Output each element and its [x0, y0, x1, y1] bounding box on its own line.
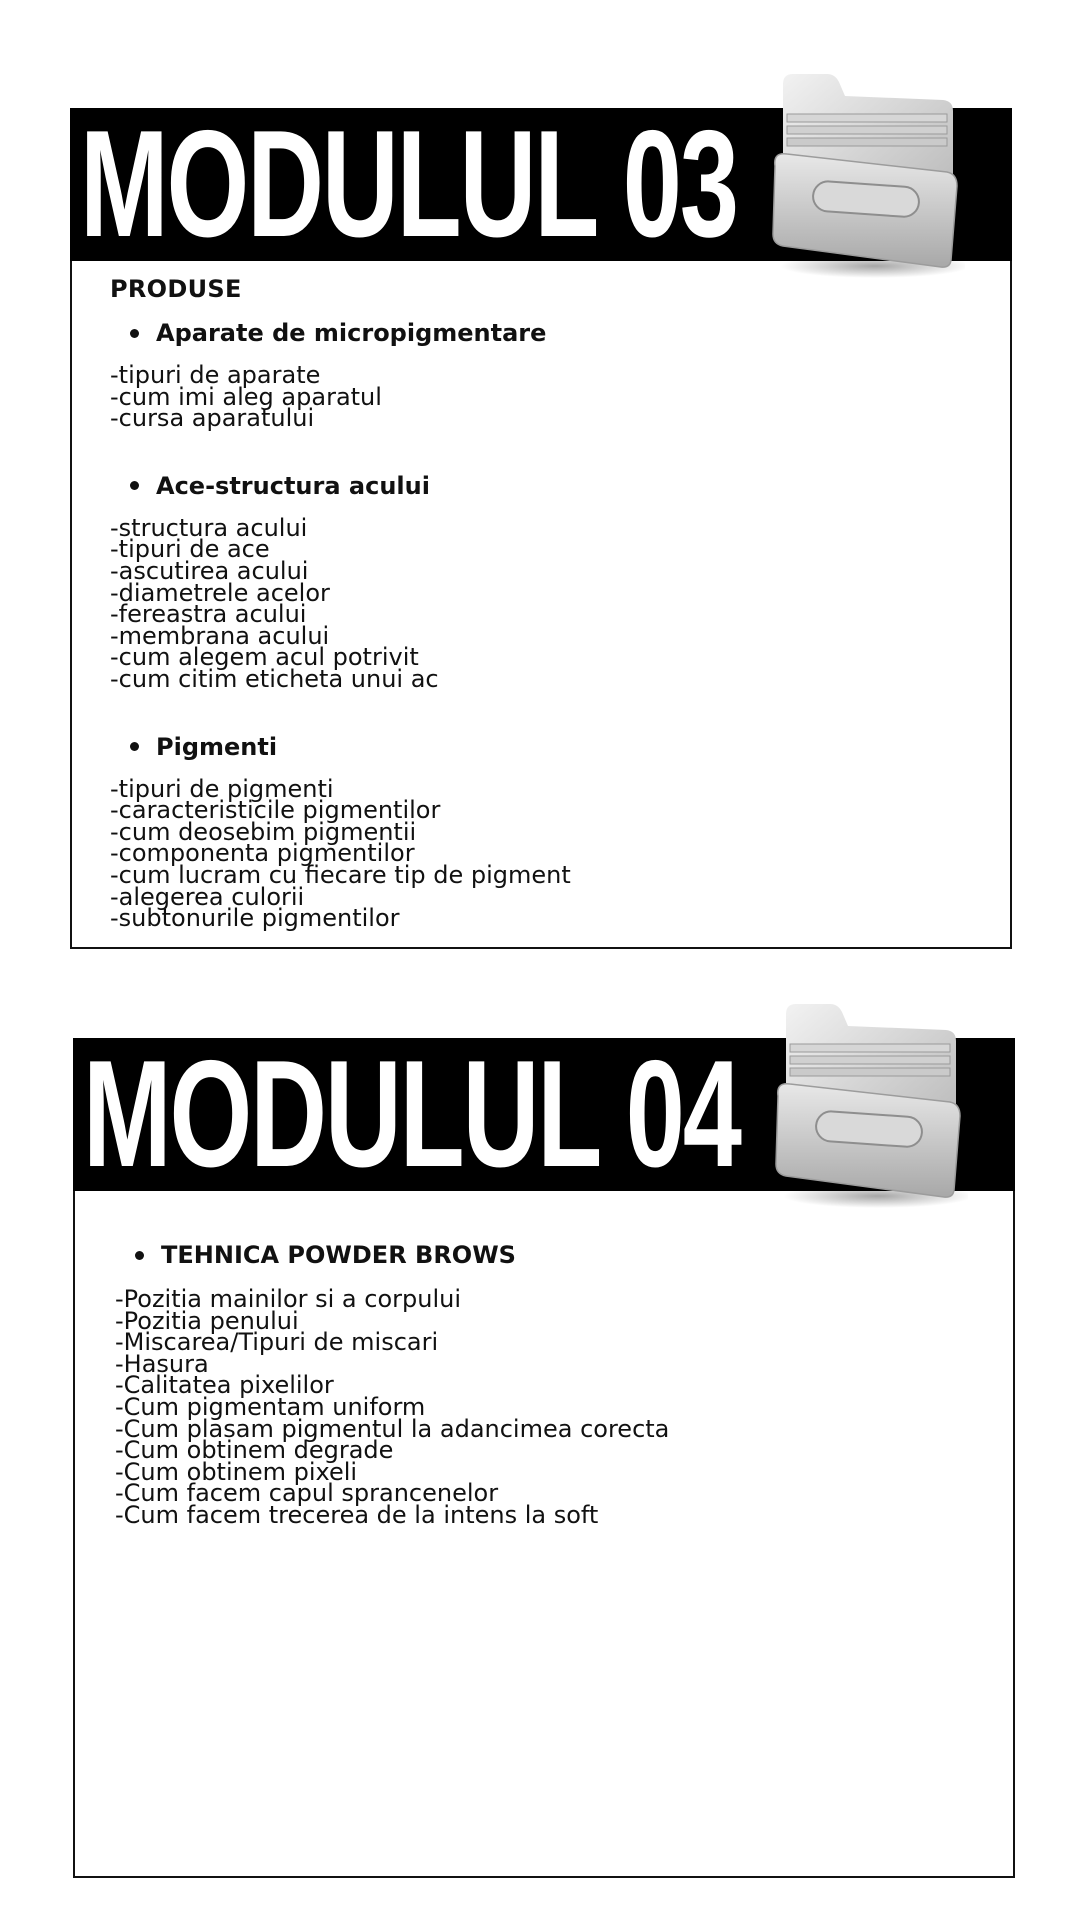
group-powder-brows: [115, 1241, 983, 1527]
list-item: -caracteristicile pigmentilor: [110, 796, 441, 825]
item-list: [110, 774, 980, 933]
module-03-card: [70, 99, 1012, 949]
list-item: -cum citim eticheta unui ac: [110, 664, 439, 693]
item-list: [110, 361, 980, 433]
list-item: -Cum obtinem degrade: [115, 1436, 394, 1465]
list-item: -membrana acului: [110, 621, 330, 650]
bullet-heading: [135, 1241, 983, 1269]
list-item: -Cum pigmentam uniform: [115, 1392, 426, 1421]
list-item: -cum imi aleg aparatul: [110, 382, 382, 411]
module-04-card: [73, 1029, 1015, 1878]
list-item: -tipuri de aparate: [110, 361, 321, 389]
bullet-dot: [130, 481, 139, 490]
bullet-dot: [130, 742, 139, 751]
list-item: -ascutirea acului: [110, 556, 309, 585]
section-heading-produse: PRODUSE: [110, 275, 242, 303]
bullet-heading: [130, 319, 980, 347]
folder-icon: [765, 70, 965, 280]
group-ace: [110, 472, 980, 691]
list-item: -alegerea culorii: [110, 882, 305, 911]
bullet-dot: [130, 329, 139, 338]
module-04-header: [73, 1029, 1015, 1199]
list-item: -cum alegem acul potrivit: [110, 643, 419, 672]
list-item: -tipuri de ace: [110, 535, 270, 564]
list-item: -Cum facem capul sprancenelor: [115, 1479, 499, 1508]
list-item: -Miscarea/Tipuri de miscari: [115, 1328, 439, 1357]
list-item: -Cum obtinem pixeli: [115, 1457, 358, 1486]
module-03-title: MODULUL 03: [80, 99, 737, 269]
list-item: -Pozitia mainilor si a corpului: [115, 1285, 461, 1313]
module-04-title: MODULUL 04: [83, 1029, 740, 1199]
list-item: -Pozitia penului: [115, 1306, 299, 1335]
list-item: -diametrele acelor: [110, 578, 330, 607]
bullet-heading-text: TEHNICA POWDER BROWS: [161, 1241, 516, 1269]
list-item: -Cum facem trecerea de la intens la soft: [115, 1500, 599, 1529]
group-aparate: [110, 319, 980, 433]
bullet-dot: [135, 1251, 144, 1260]
list-item: -Cum plasam pigmentul la adancimea corecta: [115, 1414, 670, 1443]
list-item: -cum lucram cu fiecare tip de pigment: [110, 860, 571, 889]
list-item: -componenta pigmentilor: [110, 839, 415, 868]
group-pigmenti: [110, 732, 980, 933]
list-item: -subtonurile pigmentilor: [110, 904, 400, 933]
bullet-heading-text: Ace-structura acului: [156, 471, 430, 500]
list-item: -Calitatea pixelilor: [115, 1371, 334, 1400]
list-item: -cum deosebim pigmentii: [110, 817, 417, 846]
list-item: -Hasura: [115, 1349, 209, 1378]
bullet-heading-text: Pigmenti: [156, 732, 278, 761]
module-04-content: [115, 1241, 983, 1527]
folder-icon: [768, 1000, 968, 1210]
list-item: -fereastra acului: [110, 600, 307, 629]
list-item: -tipuri de pigmenti: [110, 774, 334, 803]
module-03-header: [70, 99, 1012, 269]
bullet-heading: [130, 733, 980, 761]
item-list: [115, 1285, 983, 1529]
bullet-heading-text: Aparate de micropigmentare: [156, 319, 547, 347]
list-item: -cursa aparatului: [110, 404, 315, 433]
bullet-heading: [130, 472, 980, 500]
item-list: [110, 513, 980, 693]
module-03-content: [110, 275, 980, 933]
list-item: -structura acului: [110, 513, 308, 542]
